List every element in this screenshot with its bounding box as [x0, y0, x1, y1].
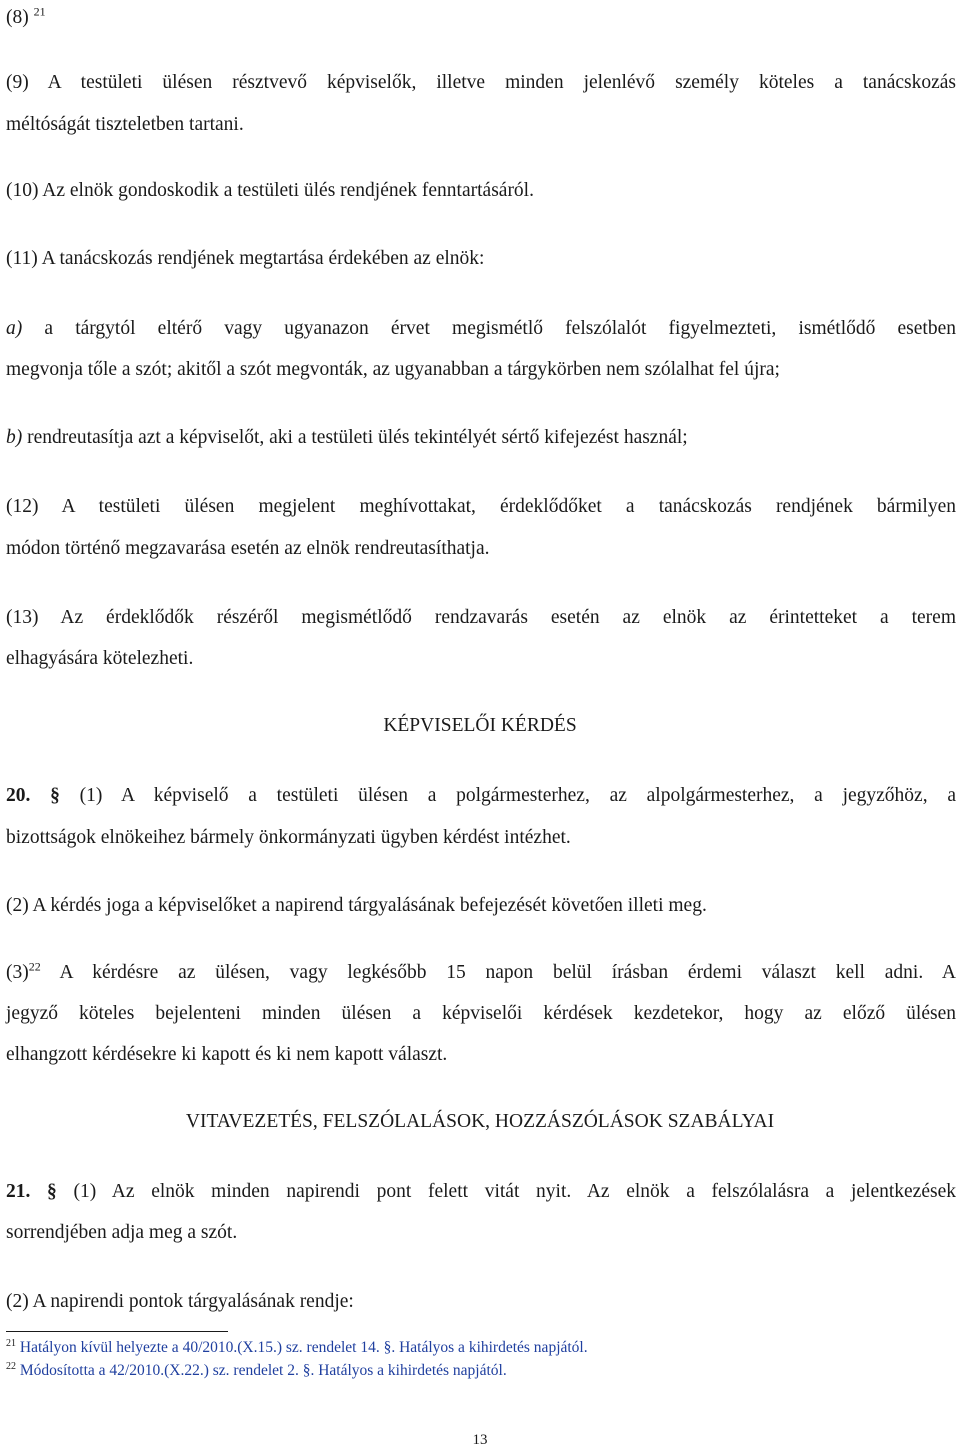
paragraph-8	[6, 6, 46, 30]
section-20-text: (1) A képviselő a testületi ülésen a polgármesterhez, az alpolgármesterhez, a jegyzőhöz, a	[59, 785, 956, 806]
section-20-paragraph-2: (2) A kérdés joga a képviselőket a napirend tárgyalásának befejezését követően illeti meg.	[6, 895, 707, 916]
footnote-divider	[6, 1331, 228, 1332]
paragraph-12-line-2: módon történő megzavarása esetén az elnök rendreutasíthatja.	[6, 538, 490, 559]
point-a-text: a tárgytól eltérő vagy ugyanazon érvet megismétlő felszólalót figyelmezteti, ismétlődő esetben	[22, 318, 956, 339]
section-heading-kepviseloi-kerdes: KÉPVISELŐI KÉRDÉS	[383, 715, 577, 736]
footnote-text[interactable]: Módosította a 42/2010.(X.22.) sz. rendelet 2. §. Hatályos a kihirdetés napjától.	[19, 1362, 507, 1379]
section-21-line-2: sorrendjében adja meg a szót.	[6, 1222, 238, 1243]
page-number: 13	[472, 1432, 488, 1448]
footnote-ref-21[interactable]: 21	[33, 4, 46, 19]
section-20-paragraph-3-line-2: jegyző köteles bejelenteni minden ülésen a képviselői kérdések kezdetekor, hogy az előző ülésen	[6, 1003, 956, 1024]
footnote-number: 22	[6, 1360, 16, 1372]
section-20-line-1	[6, 784, 956, 808]
section-21-paragraph-2: (2) A napirendi pontok tárgyalásának rendje:	[6, 1291, 354, 1312]
section-20-number: 20.	[6, 785, 31, 806]
footnote-22	[6, 1361, 507, 1381]
section-20-paragraph-3-line-1	[6, 961, 956, 985]
point-b-text: rendreutasítja azt a képviselőt, aki a testületi ülés tekintélyét sértő kifejezést használ;	[22, 427, 688, 448]
section-21-text: (1) Az elnök minden napirendi pont felett vitát nyit. Az elnök a felszólalásra a jelentkezések	[56, 1181, 956, 1202]
point-b-label: b)	[6, 427, 23, 448]
footnote-21	[6, 1338, 588, 1358]
paragraph-8-label: (8)	[6, 7, 29, 28]
section-20-paragraph-3-label: (3)	[6, 962, 29, 983]
section-20-paragraph-3-line-3: elhangzott kérdésekre ki kapott és ki nem kapott választ.	[6, 1044, 448, 1065]
section-sign: §	[50, 785, 60, 806]
section-21-number: 21.	[6, 1181, 31, 1202]
point-b	[6, 426, 688, 450]
section-20-paragraph-3-text: A kérdésre az ülésen, vagy legkésőbb 15 napon belül írásban érdemi választ kell adni. A	[40, 962, 956, 983]
paragraph-9-line-1: (9) A testületi ülésen résztvevő képviselők, illetve minden jelenlévő személy köteles a tanácskozás	[6, 72, 956, 93]
footnote-ref-22[interactable]: 22	[28, 959, 41, 974]
section-sign: §	[47, 1181, 57, 1202]
paragraph-9-line-2: méltóságát tiszteletben tartani.	[6, 114, 244, 135]
paragraph-12-line-1: (12) A testületi ülésen megjelent meghívottakat, érdeklődőket a tanácskozás rendjének bármilyen	[6, 496, 956, 517]
paragraph-13-line-1: (13) Az érdeklődők részéről megismétlődő rendzavarás esetén az elnök az érintetteket a terem	[6, 607, 956, 628]
point-a-line-2: megvonja tőle a szót; akitől a szót megvonták, az ugyanabban a tárgykörben nem szólalhat fel újra;	[6, 359, 780, 380]
section-20-line-2: bizottságok elnökeihez bármely önkormányzati ügyben kérdést intézhet.	[6, 827, 571, 848]
point-a-label: a)	[6, 318, 23, 339]
footnote-number: 21	[6, 1337, 16, 1349]
paragraph-13-line-2: elhagyására kötelezheti.	[6, 648, 194, 669]
section-heading-vitavezetes: VITAVEZETÉS, FELSZÓLALÁSOK, HOZZÁSZÓLÁSOK SZABÁLYAI	[185, 1111, 775, 1132]
paragraph-10: (10) Az elnök gondoskodik a testületi ülés rendjének fenntartásáról.	[6, 180, 534, 201]
paragraph-11: (11) A tanácskozás rendjének megtartása érdekében az elnök:	[6, 248, 485, 269]
section-21-line-1	[6, 1180, 956, 1204]
point-a-line-1	[6, 317, 956, 341]
footnote-text[interactable]: Hatályon kívül helyezte a 40/2010.(X.15.) sz. rendelet 14. §. Hatályos a kihirdetés napjától.	[19, 1339, 588, 1356]
